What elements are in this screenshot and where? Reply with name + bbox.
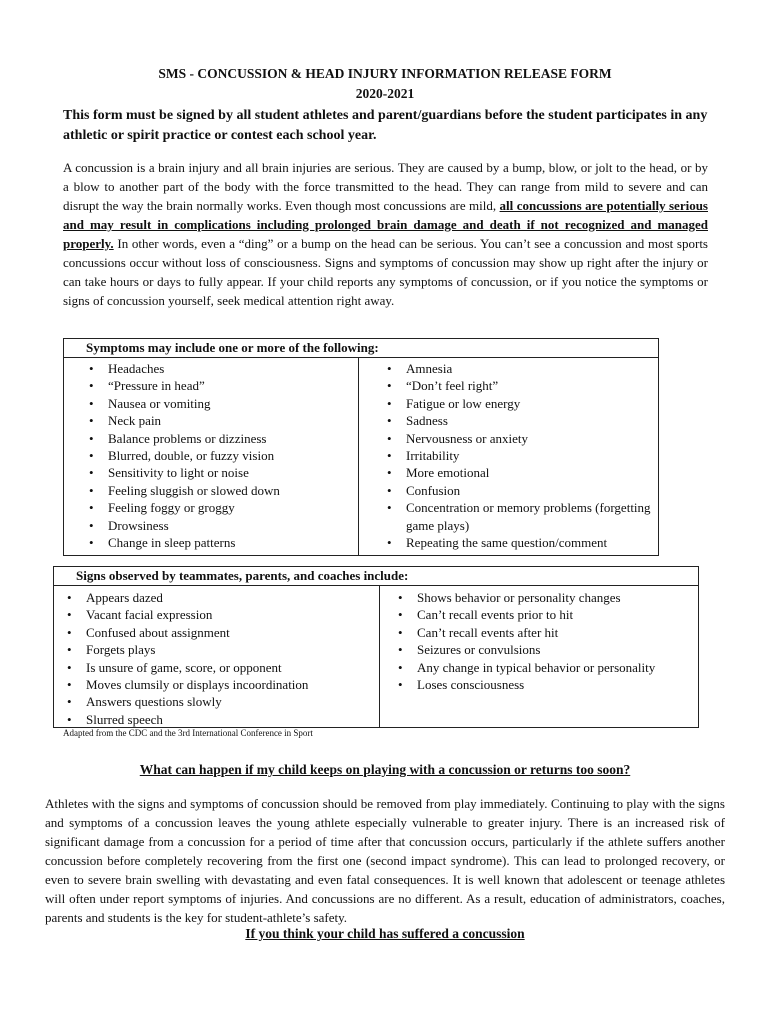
list-item: • Repeating the same question/comment — [384, 534, 654, 551]
list-item: • Amnesia — [384, 360, 654, 377]
section2-body: Athletes with the signs and symptoms of concussion should be removed from play immediately. Continuing to play with the signs and symptoms of a concussion leaves the young athlete especially vulnerable to greater injury. There is an increased risk of significant damage from a concussion for a period of time after that concussion occurs, particularly if the athlete suffers another concussion before completely recovering from the first one (second impact syndrome). This can lead to prolonged recovery, or even to severe brain swelling with devastating and even fatal consequences. It is well known that adolescent or teenage athletes will often under report symptoms of injuries. And concussions are no different. As a result, education of administrators, coaches, parents and students is the key for student-athlete’s safety. — [45, 796, 725, 925]
list-item: • Slurred speech — [64, 711, 374, 728]
list-item: • Neck pain — [86, 412, 356, 429]
school-year: 2020-2021 — [355, 86, 415, 101]
list-item: • Feeling foggy or groggy — [86, 499, 356, 516]
list-item: • Appears dazed — [64, 589, 374, 606]
list-item: • Shows behavior or personality changes — [395, 589, 695, 606]
list-item: • More emotional — [384, 464, 654, 481]
list-item: • Vacant facial expression — [64, 606, 374, 623]
symptoms-list-left — [86, 360, 356, 551]
list-item: • Sensitivity to light or noise — [86, 464, 356, 481]
signs-heading: Signs observed by teammates, parents, and coaches include: — [54, 567, 698, 586]
list-item: • Balance problems or dizziness — [86, 430, 356, 447]
symptoms-heading: Symptoms may include one or more of the following: — [64, 339, 658, 358]
list-item: • Sadness — [384, 412, 654, 429]
signature-requirement: This form must be signed by all student athletes and parent/guardians before the student participates in any athletic or spirit practice or contest each school year. — [63, 108, 708, 143]
signs-divider — [379, 585, 380, 727]
list-item: • Moves clumsily or displays incoordination — [64, 676, 374, 693]
list-item: • Seizures or convulsions — [395, 641, 695, 658]
list-item: • Confused about assignment — [64, 624, 374, 641]
list-item: • Change in sleep patterns — [86, 534, 356, 551]
list-item: • Answers questions slowly — [64, 693, 374, 710]
list-item: • Nausea or vomiting — [86, 395, 356, 412]
signs-list-left — [64, 589, 374, 728]
list-item: • Fatigue or low energy — [384, 395, 654, 412]
symptoms-list-right — [384, 360, 654, 551]
list-item: • Loses consciousness — [395, 676, 695, 693]
list-item: • Feeling sluggish or slowed down — [86, 482, 356, 499]
source-note: Adapted from the CDC and the 3rd International Conference in Sport — [63, 728, 313, 738]
list-item: • “Don’t feel right” — [384, 377, 654, 394]
list-item: • Nervousness or anxiety — [384, 430, 654, 447]
intro-paragraph — [63, 158, 708, 310]
signs-table — [53, 566, 699, 728]
list-item: • Drowsiness — [86, 517, 356, 534]
list-item: • Confusion — [384, 482, 654, 499]
symptoms-table — [63, 338, 659, 556]
symptoms-divider — [358, 357, 359, 555]
list-item: • Headaches — [86, 360, 356, 377]
intro-text-1: A concussion is a brain injury and all brain injuries are serious. They are caused by a bump, blow, or jolt to the head, or by a blow to another part of the body with the force transmitted to the head. They can range from mild to severe and can disrupt the way the brain normally works. Even though most concussions are mild, — [63, 160, 708, 213]
list-item: • Blurred, double, or fuzzy vision — [86, 447, 356, 464]
signs-list-right — [395, 589, 695, 693]
section2-heading: What can happen if my child keeps on playing with a concussion or returns too soon? — [139, 762, 631, 777]
form-title: SMS - CONCUSSION & HEAD INJURY INFORMATION RELEASE FORM — [158, 66, 612, 81]
list-item: • Can’t recall events prior to hit — [395, 606, 695, 623]
section3-heading: If you think your child has suffered a concussion — [245, 926, 525, 941]
list-item: • “Pressure in head” — [86, 377, 356, 394]
intro-text-2: In other words, even a “ding” or a bump on the head can be serious. You can’t see a concussion and most sports concussions occur without loss of consciousness. Signs and symptoms of concussion may show up right after the injury or can take hours or days to fully appear. If your child reports any symptoms of concussion, or if you notice the symptoms or signs of concussion yourself, seek medical attention right away. — [63, 236, 708, 308]
list-item: • Can’t recall events after hit — [395, 624, 695, 641]
intro-warning: all concussions are potentially serious and may result in complications including prolonged brain damage and death if not recognized and managed properly. — [63, 198, 708, 251]
list-item: • Any change in typical behavior or personality — [395, 659, 695, 676]
list-item: • Irritability — [384, 447, 654, 464]
list-item: • Forgets plays — [64, 641, 374, 658]
list-item: • Concentration or memory problems (forgetting game plays) — [384, 499, 654, 534]
list-item: • Is unsure of game, score, or opponent — [64, 659, 374, 676]
